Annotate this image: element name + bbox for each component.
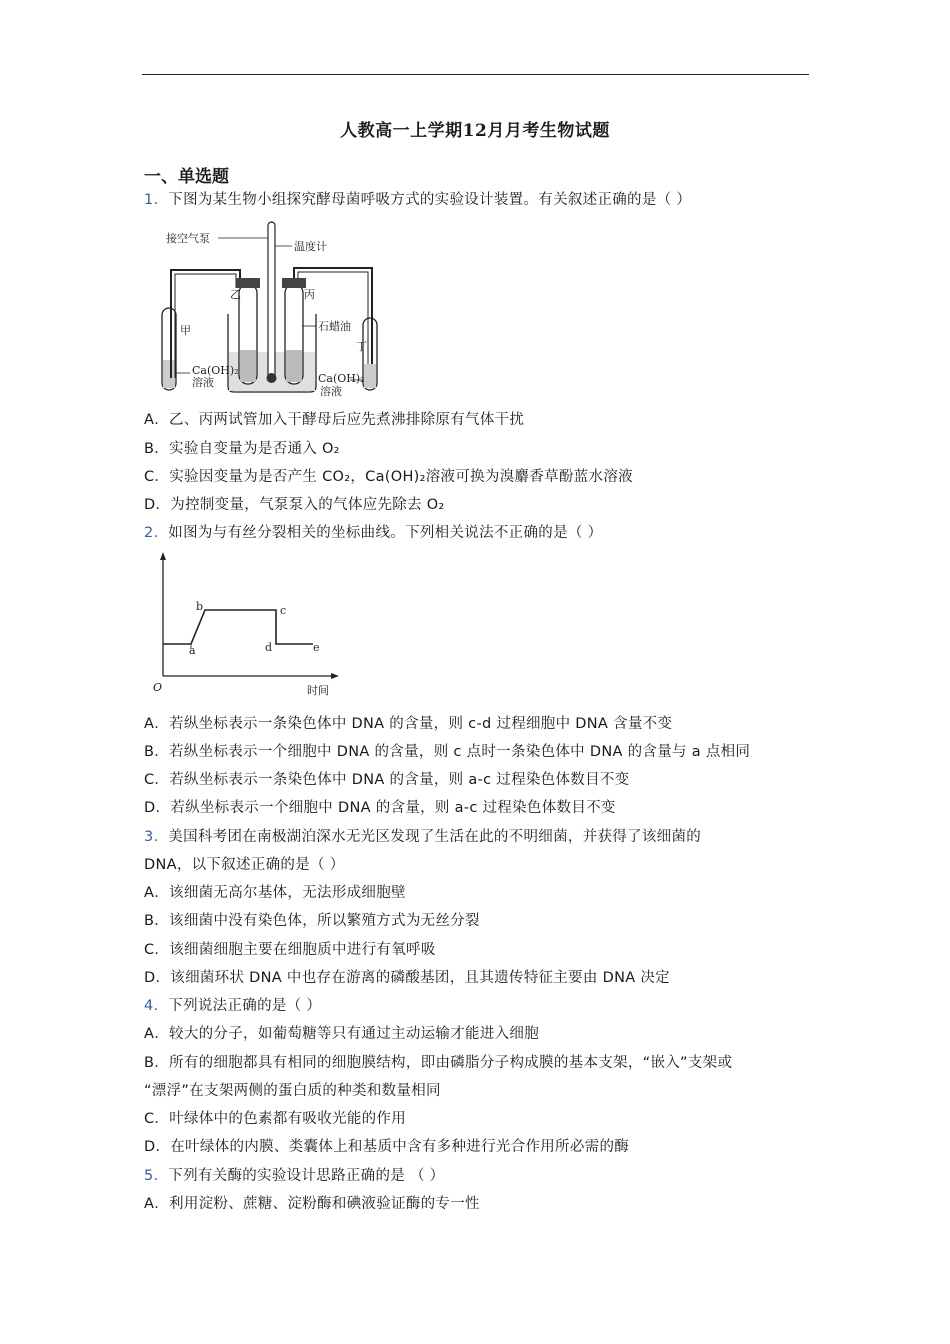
- question-text: 如图为与有丝分裂相关的坐标曲线。下列相关说法不正确的是（ ）: [168, 525, 603, 541]
- label-x-axis-time: 时间: [307, 684, 329, 697]
- q4-option-d: D．在叶绿体的内膜、类囊体上和基质中含有多种进行光合作用所必需的酶: [144, 1139, 630, 1155]
- label-origin: O: [153, 681, 163, 694]
- question-5-stem: [144, 1164, 444, 1185]
- q4-option-c: C．叶绿体中的色素都有吸收光能的作用: [144, 1111, 407, 1127]
- question-text: 下列有关酶的实验设计思路正确的是 （ ）: [168, 1168, 445, 1184]
- q1-option-d: D．为控制变量，气泵泵入的气体应先除去 O₂: [144, 497, 445, 513]
- figure-yeast-apparatus: [150, 218, 400, 398]
- label-thermometer: 温度计: [294, 240, 327, 253]
- question-2-stem: [144, 521, 602, 542]
- label-paraffin: 石蜡油: [318, 320, 351, 333]
- question-text: 下图为某生物小组探究酵母菌呼吸方式的实验设计装置。有关叙述正确的是（ ）: [168, 192, 692, 208]
- question-3-stem: [144, 825, 701, 846]
- q4-option-b: B．所有的细胞都具有相同的细胞膜结构，即由磷脂分子构成膜的基本支架，“嵌入”支架或: [144, 1055, 733, 1071]
- q3-option-c: C．该细菌细胞主要在细胞质中进行有氧呼吸: [144, 942, 436, 958]
- figure-mitosis-curve: [145, 548, 355, 700]
- question-text: 美国科考团在南极湖泊深水无光区发现了生活在此的不明细菌，并获得了该细菌的: [168, 829, 702, 845]
- label-solution-left: 溶液: [192, 376, 214, 389]
- question-4-stem: [144, 994, 321, 1015]
- page-title: 人教高一上学期12月月考生物试题: [340, 121, 610, 141]
- q4-option-b-cont: “漂浮”在支架两侧的蛋白质的种类和数量相同: [144, 1083, 441, 1099]
- point-b: b: [196, 600, 204, 613]
- label-solution-right: 溶液: [320, 385, 342, 398]
- q4-option-a: A．较大的分子，如葡萄糖等只有通过主动运输才能进入细胞: [144, 1026, 540, 1042]
- q2-option-d: D．若纵坐标表示一个细胞中 DNA 的含量，则 a-c 过程染色体数目不变: [144, 800, 616, 816]
- q1-option-a: A．乙、丙两试管加入干酵母后应先煮沸排除原有气体干扰: [144, 412, 525, 428]
- q2-option-b: B．若纵坐标表示一个细胞中 DNA 的含量，则 c 点时一条染色体中 DNA 的含量与 a 点相同: [144, 744, 751, 760]
- question-3-stem-cont: DNA，以下叙述正确的是（ ）: [144, 857, 345, 873]
- point-c: c: [280, 604, 287, 617]
- point-a: a: [189, 644, 196, 657]
- question-number: 5.: [144, 1168, 159, 1184]
- label-air-pump: 接空气泵: [166, 232, 210, 245]
- q2-option-c: C．若纵坐标表示一条染色体中 DNA 的含量，则 a-c 过程染色体数目不变: [144, 772, 630, 788]
- label-tube-jia: 甲: [180, 324, 191, 337]
- question-1-stem: [144, 188, 691, 209]
- question-text: 下列说法正确的是（ ）: [168, 998, 322, 1014]
- q3-option-b: B．该细菌中没有染色体，所以繁殖方式为无丝分裂: [144, 913, 480, 929]
- label-caoh2-right: Ca(OH)₂: [318, 372, 365, 385]
- q3-option-a: A．该细菌无高尔基体，无法形成细胞壁: [144, 885, 406, 901]
- q1-option-c: C．实验因变量为是否产生 CO₂，Ca(OH)₂溶液可换为溴麝香草酚蓝水溶液: [144, 469, 633, 485]
- question-number: 4.: [144, 998, 159, 1014]
- question-number: 3.: [144, 829, 159, 845]
- point-e: e: [313, 641, 320, 654]
- q5-option-a: A．利用淀粉、蔗糖、淀粉酶和碘液验证酶的专一性: [144, 1196, 480, 1212]
- label-caoh2-left: Ca(OH)₂: [192, 364, 239, 377]
- label-tube-bing: 丙: [304, 288, 315, 301]
- question-number: 1.: [144, 192, 159, 208]
- label-tube-yi: 乙: [230, 288, 241, 301]
- q2-option-a: A．若纵坐标表示一条染色体中 DNA 的含量，则 c-d 过程细胞中 DNA 含量不变: [144, 716, 673, 732]
- point-d: d: [265, 641, 273, 654]
- section-heading: 一、单选题: [144, 167, 229, 187]
- label-tube-ding: 丁: [356, 340, 367, 353]
- q1-option-b: B．实验自变量为是否通入 O₂: [144, 441, 340, 457]
- header-rule: [142, 74, 809, 75]
- question-number: 2.: [144, 525, 159, 541]
- q3-option-d: D．该细菌环状 DNA 中也存在游离的磷酸基团，且其遗传特征主要由 DNA 决定: [144, 970, 670, 986]
